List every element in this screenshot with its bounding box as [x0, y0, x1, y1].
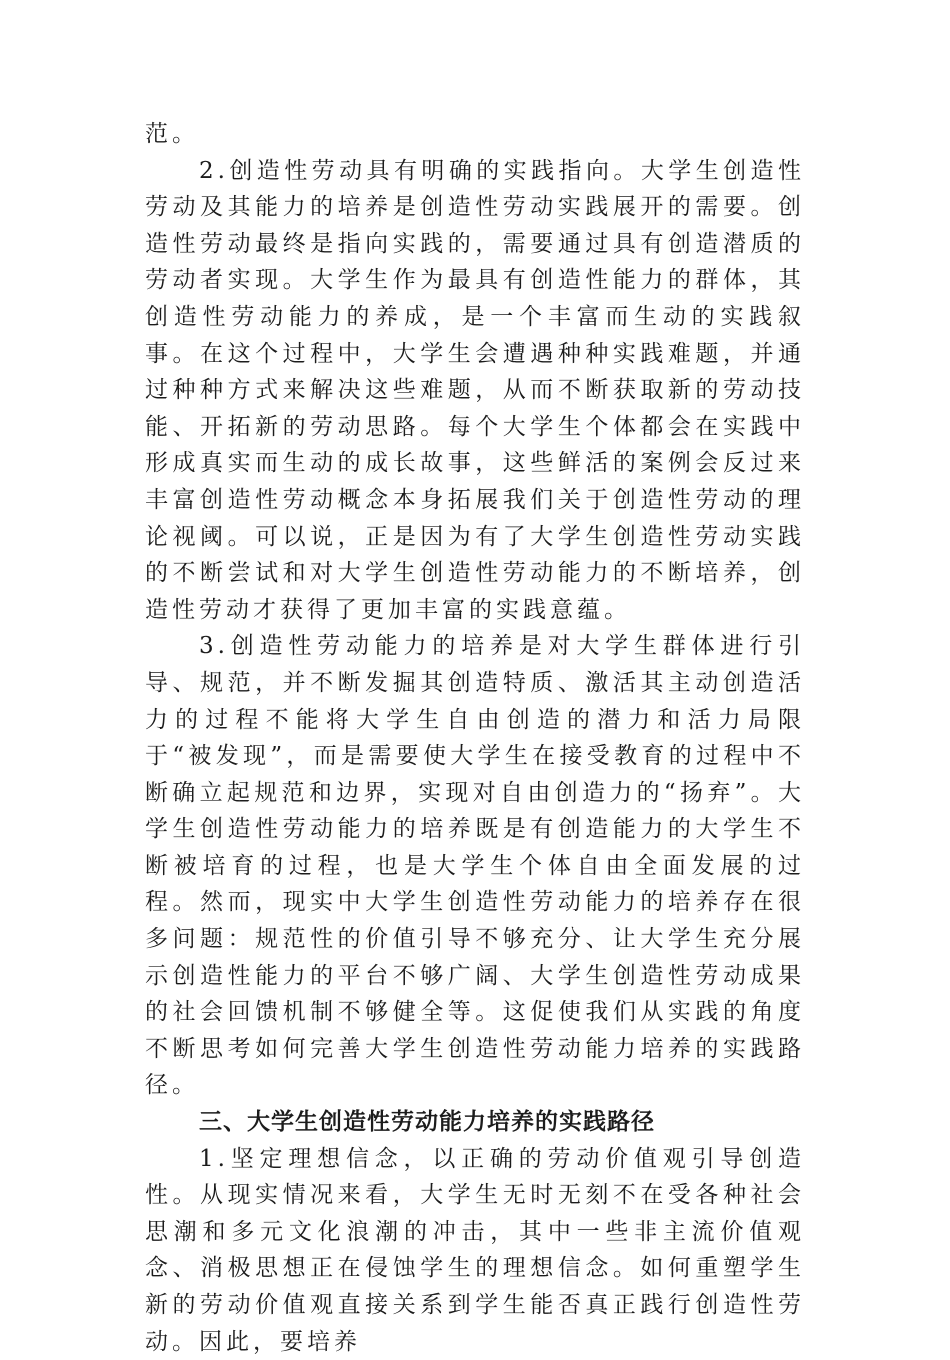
paragraph-creative-labor-guidance: 3.创造性劳动能力的培养是对大学生群体进行引导、规范，并不断发掘其创造特质、激活其主动创造活力的过程不能将大学生自由创造的潜力和活力局限于“被发现”，而是需要使大学生在接受教育的过程中不断确立起规范和边界，实现对自由创造力的“扬弃”。大学生创造性劳动能力的培养既是有创造能力的大学生不断被培育的过程，也是大学生个体自由全面发展的过程。然而，现实中大学生创造性劳动能力的培养存在很多问题：规范性的价值引导不够充分、让大学生充分展示创造性能力的平台不够广阔、大学生创造性劳动成果的社会回馈机制不够健全等。这促使我们从实践的角度不断思考如何完善大学生创造性劳动能力培养的实践路径。 [145, 633, 805, 1099]
paragraph-creative-labor-practice: 2.创造性劳动具有明确的实践指向。大学生创造性劳动及其能力的培养是创造性劳动实践展开的需要。创造性劳动最终是指向实践的，需要通过具有创造潜质的劳动者实现。大学生作为最具有创造性能力的群体，其创造性劳动能力的养成，是一个丰富而生动的实践叙事。在这个过程中，大学生会遭遇种种实践难题，并通过种种方式来解决这些难题，从而不断获取新的劳动技能、开拓新的劳动思路。每个大学生个体都会在实践中形成真实而生动的成长故事，这些鲜活的案例会反过来丰富创造性劳动概念本身拓展我们关于创造性劳动的理论视阈。可以说，正是因为有了大学生创造性劳动实践的不断尝试和对大学生创造性劳动能力的不断培养，创造性劳动才获得了更加丰富的实践意蕴。 [145, 157, 805, 623]
document-body [145, 116, 805, 1360]
section-heading: 三、大学生创造性劳动能力培养的实践路径 [199, 1109, 655, 1136]
continuation-paragraph: 范。 [145, 121, 199, 147]
paragraph-ideals-beliefs: 1.坚定理想信念，以正确的劳动价值观引导创造性。从现实情况来看，大学生无时无刻不在受各种社会思潮和多元文化浪潮的冲击，其中一些非主流价值观念、消极思想正在侵蚀学生的理想信念。如何重塑学生新的劳动价值观直接关系到学生能否真正践行创造性劳动。因此，要培养 [145, 1145, 805, 1355]
